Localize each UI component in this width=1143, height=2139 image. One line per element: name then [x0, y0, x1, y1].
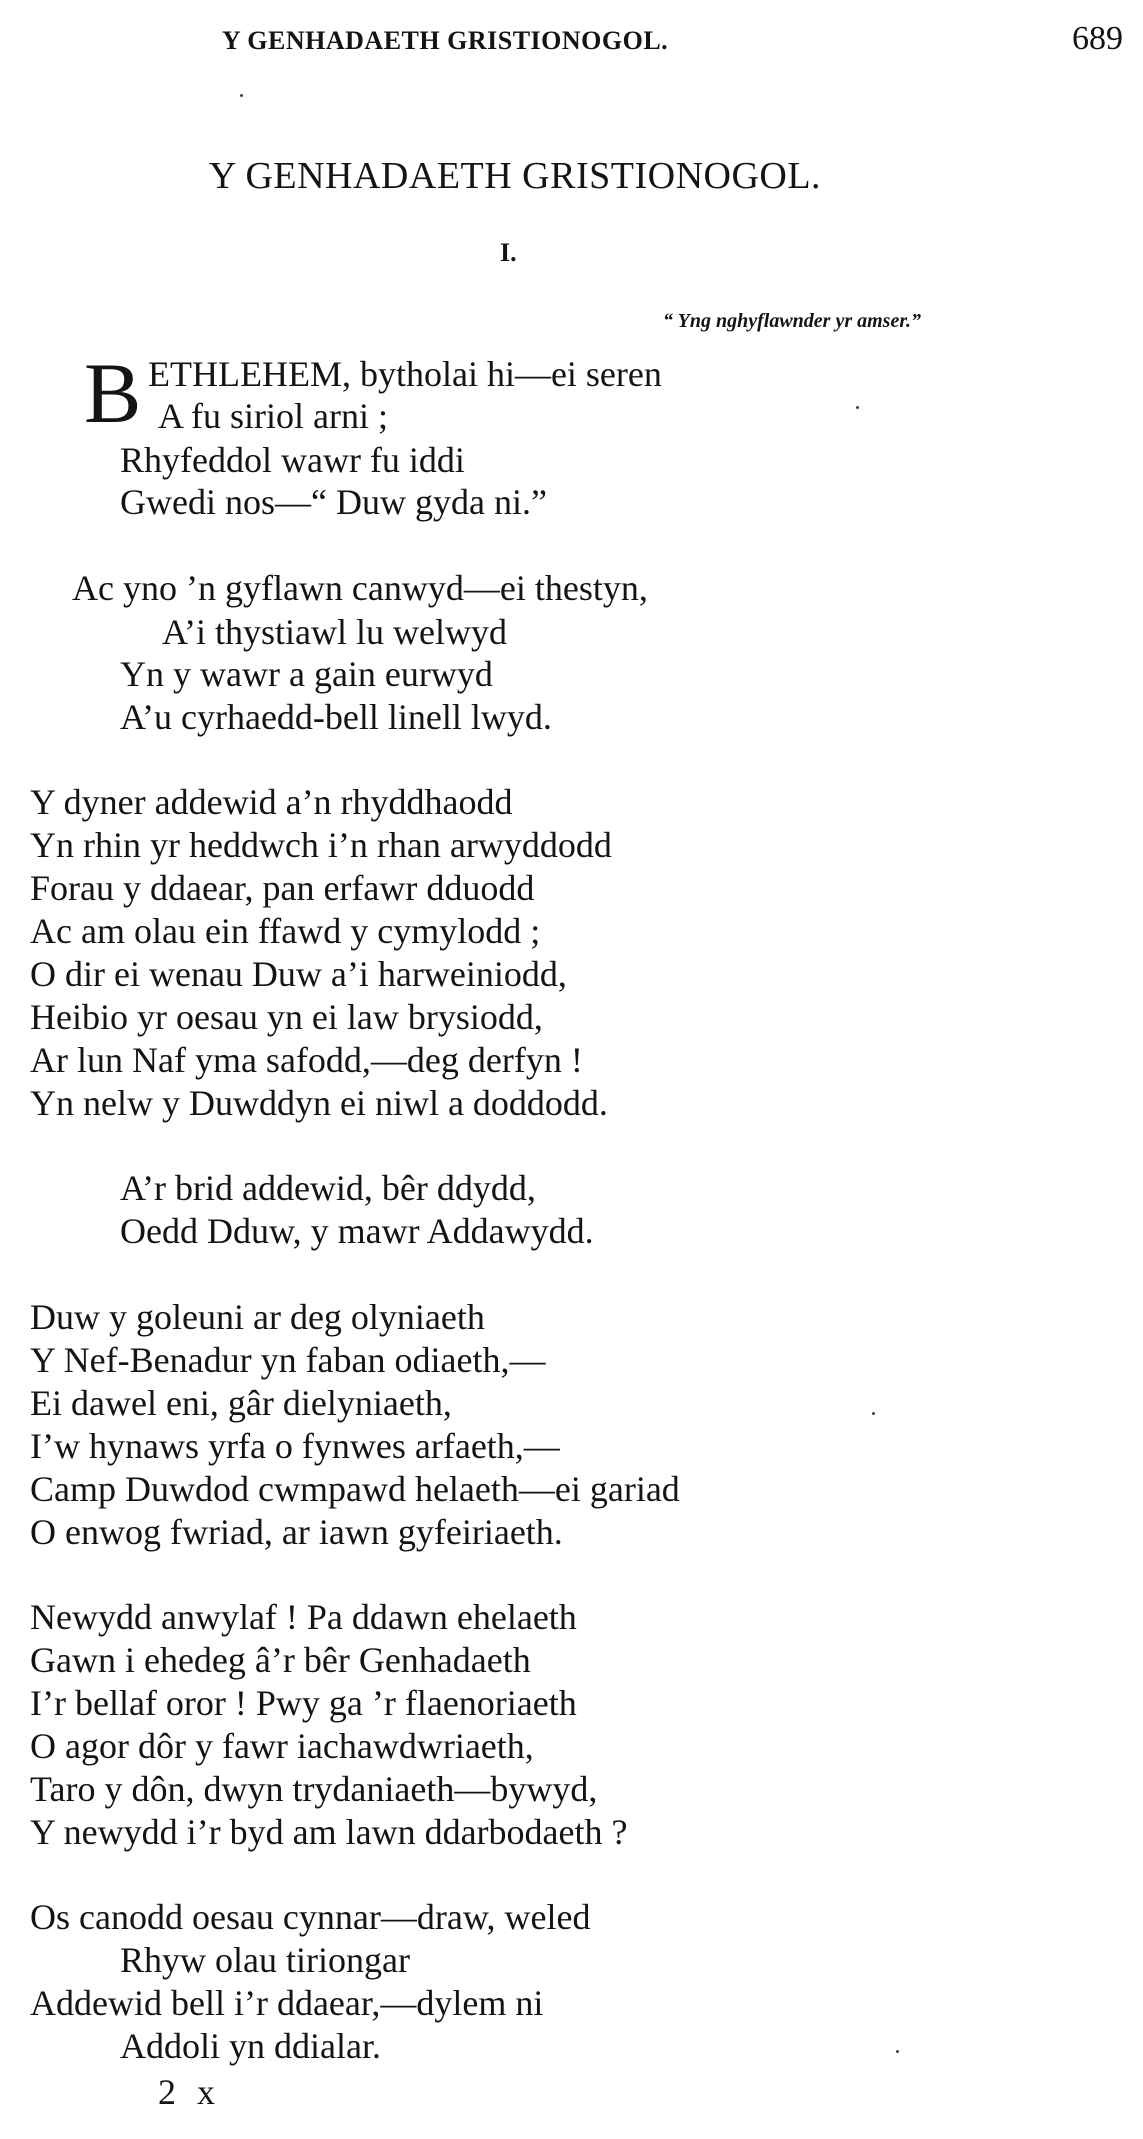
print-speck — [896, 2050, 899, 2053]
poem-line: Camp Duwdod cwmpawd helaeth—ei gariad — [30, 1469, 680, 1509]
poem-line: Y newydd i’r byd am lawn ddarbodaeth ? — [30, 1812, 628, 1852]
poem-line: Taro y dôn, dwyn trydaniaeth—bywyd, — [30, 1769, 598, 1809]
poem-line: Rhyw olau tiriongar — [120, 1940, 410, 1980]
poem-line: ETHLEHEM, bytholai hi—ei seren — [148, 354, 662, 394]
poem-line: I’w hynaws yrfa o fynwes arfaeth,— — [30, 1426, 560, 1466]
poem-line: Heibio yr oesau yn ei law brysiodd, — [30, 997, 543, 1037]
poem-line: Ac am olau ein ffawd y cymylodd ; — [30, 911, 541, 951]
poem-line: Gawn i ehedeg â’r bêr Genhadaeth — [30, 1640, 531, 1680]
poem-title: Y GENHADAETH GRISTIONOGOL. — [208, 155, 822, 197]
poem-line: Ar lun Naf yma safodd,—deg derfyn ! — [30, 1040, 583, 1080]
poem-line: O agor dôr y fawr iachawdwriaeth, — [30, 1726, 534, 1766]
page-number: 689 — [1072, 20, 1123, 57]
poem-line: A’u cyrhaedd-bell linell lwyd. — [120, 697, 552, 737]
poem-line: Ei dawel eni, gâr dielyniaeth, — [30, 1383, 452, 1423]
signature-mark: 2 x — [158, 2072, 221, 2112]
poem-line: I’r bellaf oror ! Pwy ga ’r flaenoriaeth — [30, 1683, 577, 1723]
poem-line: Addewid bell i’r ddaear,—dylem ni — [30, 1983, 544, 2023]
poem-line: Addoli yn ddialar. — [120, 2026, 381, 2066]
poem-line: Yn y wawr a gain eurwyd — [120, 654, 493, 694]
poem-line: Rhyfeddol wawr fu iddi — [120, 440, 465, 480]
poem-line: A’r brid addewid, bêr ddydd, — [120, 1168, 536, 1208]
section-number: I. — [500, 238, 517, 267]
poem-line: Forau y ddaear, pan erfawr dduodd — [30, 868, 535, 908]
poem-line: Os canodd oesau cynnar—draw, weled — [30, 1897, 591, 1937]
poem-line: O enwog fwriad, ar iawn gyfeiriaeth. — [30, 1512, 563, 1552]
poem-line: Newydd anwylaf ! Pa ddawn ehelaeth — [30, 1597, 577, 1637]
poem-line: Yn rhin yr heddwch i’n rhan arwyddodd — [30, 825, 612, 865]
poem-line: Y dyner addewid a’n rhyddhaodd — [30, 782, 513, 822]
poem-line: Yn nelw y Duwddyn ei niwl a doddodd. — [30, 1083, 608, 1123]
print-speck — [856, 406, 859, 409]
drop-cap: B — [84, 345, 142, 441]
epigraph: “ Yng nghyflawnder yr amser.” — [663, 310, 921, 332]
poem-line: Duw y goleuni ar deg olyniaeth — [30, 1297, 485, 1337]
poem-line: Y Nef-Benadur yn faban odiaeth,— — [30, 1340, 546, 1380]
poem-line: O dir ei wenau Duw a’i harweiniodd, — [30, 954, 567, 994]
running-head: Y GENHADAETH GRISTIONOGOL. — [222, 26, 669, 55]
print-speck — [872, 1412, 875, 1415]
print-speck — [240, 94, 243, 97]
poem-line: A fu siriol arni ; — [158, 396, 388, 436]
poem-line: A’i thystiawl lu welwyd — [162, 612, 507, 652]
poem-line: Gwedi nos—“ Duw gyda ni.” — [120, 482, 547, 522]
poem-line: Ac yno ’n gyflawn canwyd—ei thestyn, — [72, 568, 648, 608]
poem-line: Oedd Dduw, y mawr Addawydd. — [120, 1211, 594, 1251]
